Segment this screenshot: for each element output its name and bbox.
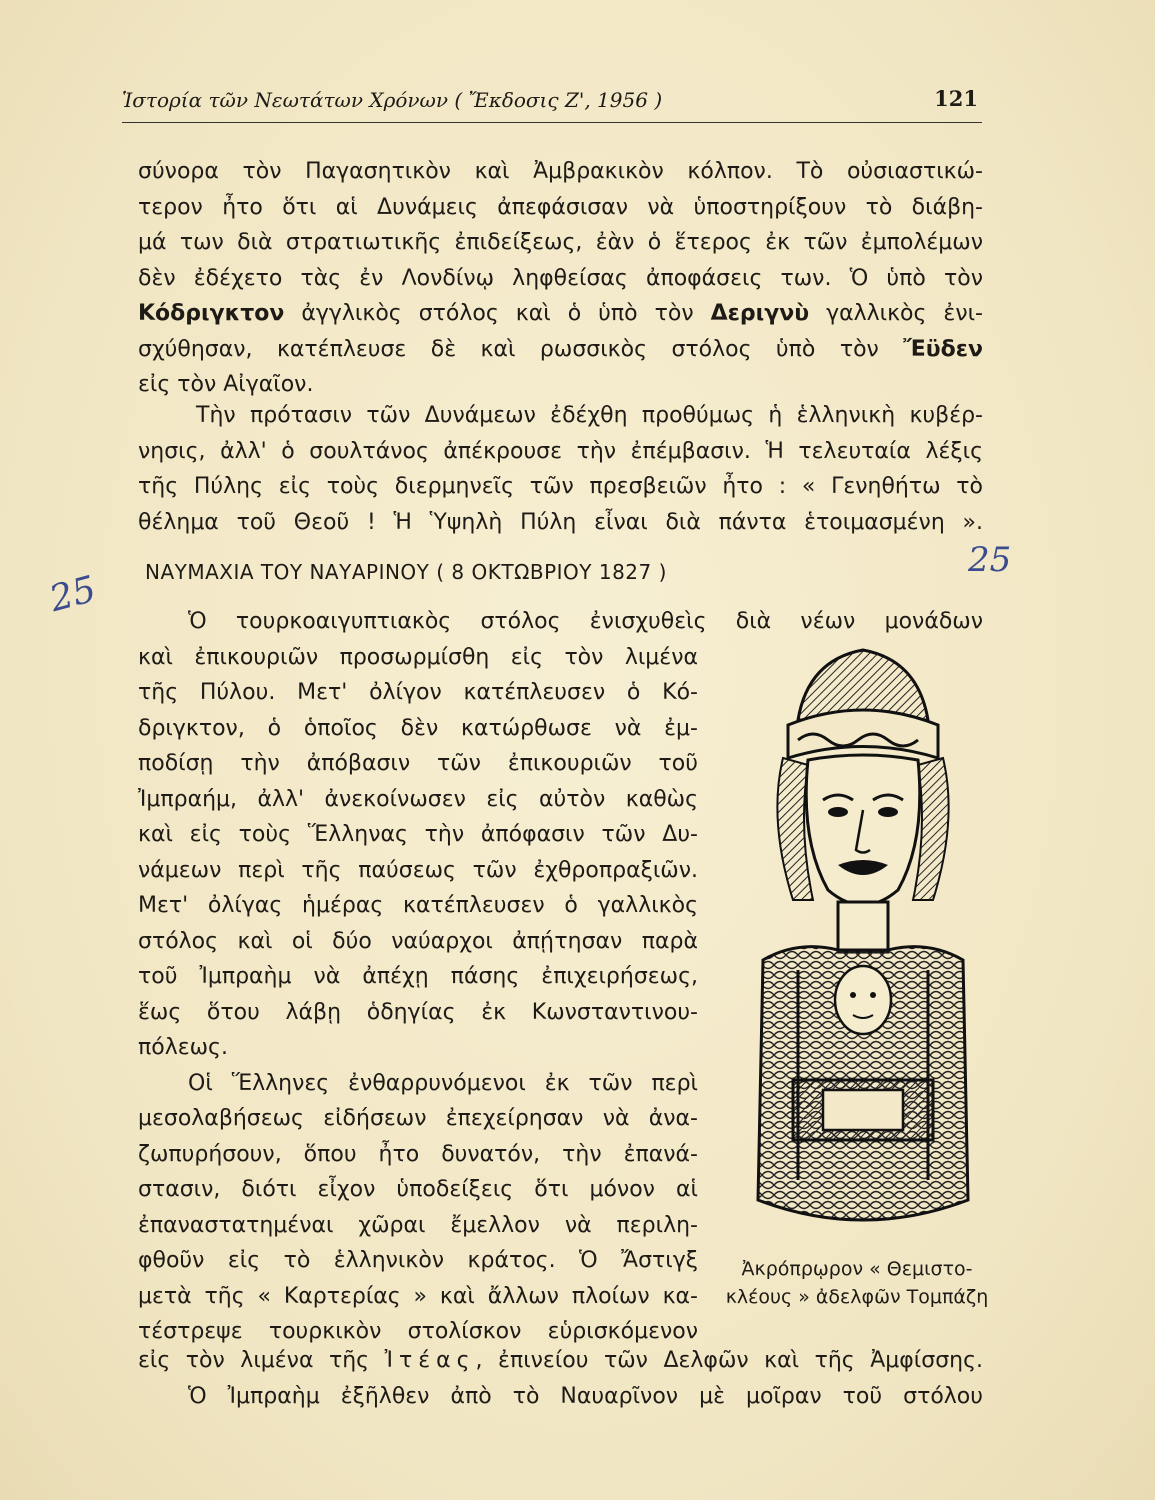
- name-heyden: Ἔϋδεν: [903, 336, 983, 362]
- text-fragment: εἰς τὸν λιμένα τῆς: [138, 1348, 385, 1373]
- text-line: δριγκτον, ὁ ὁποῖος δὲν κατώρθωσε νὰ ἐμ-: [138, 715, 698, 741]
- text-line: νάμεων περὶ τῆς παύσεως τῶν ἐχθροπραξιῶν.: [138, 857, 698, 883]
- text-line: τῆς Πύλης εἰς τοὺς διερμηνεῖς τῶν πρεσβειῶν ἦτο : « Γενηθήτω τὸ: [138, 474, 983, 499]
- margin-annotation-right: 25: [968, 540, 1012, 580]
- text-line: θέλημα τοῦ Θεοῦ ! Ἡ Ὑψηλὴ Πύλη εἶναι διὰ πάντα ἑτοιμασμένη ».: [138, 509, 983, 535]
- text-line: Ὁ τουρκοαιγυπτιακὸς στόλος ἐνισχυθεὶς διὰ νέων μονάδων: [188, 609, 983, 634]
- text-fragment: σχύθησαν, κατέπλευσε δὲ καὶ ρωσσικὸς στόλος ὑπὸ τὸν: [138, 336, 904, 362]
- text-line: στασιν, διότι εἶχον ὑποδείξεις ὅτι μόνον αἱ: [138, 1177, 698, 1202]
- text-line: δὲν ἐδέχετο τὰς ἐν Λονδίνῳ ληφθείσας ἀποφάσεις των. Ὁ ὑπὸ τὸν: [138, 265, 983, 291]
- text-line: τοῦ Ἰμπραὴμ νὰ ἀπέχῃ πάσης ἐπιχειρήσεως,: [138, 964, 698, 989]
- text-line: τῆς Πύλου. Μετ' ὀλίγον κατέπλευσεν ὁ Κό-: [138, 680, 698, 705]
- caption-line: Ἀκρόπρῳρον « Θεμιστο-: [741, 1258, 973, 1280]
- running-title: Ἱστορία τῶν Νεωτάτων Χρόνων ( Ἔκδοσις Ζ', 1956 ): [122, 88, 663, 112]
- text-line: σύνορα τὸν Παγασητικὸν καὶ Ἀμβρακικὸν κόλπον. Τὸ οὐσιαστικώ-: [138, 159, 983, 184]
- text-line: στόλος καὶ οἱ δύο ναύαρχοι ἀπῄτησαν παρὰ: [138, 928, 698, 954]
- text-line: [138, 1343, 983, 1379]
- text-line: ζωπυρήσουν, ὅπου ἦτο δυνατόν, τὴν ἐπανά-: [138, 1141, 698, 1167]
- text-line: ἕως ὅτου λάβῃ ὁδηγίας ἐκ Κωνσταντινου-: [138, 999, 698, 1025]
- text-line: νησις, ἀλλ' ὁ σουλτάνος ἀπέκρουσε τὴν ἐπέμβασιν. Ἡ τελευταία λέξις: [138, 438, 983, 464]
- text-line: Ἰμπραήμ, ἀλλ' ἀνεκοίνωσεν εἰς αὐτὸν καθὼς: [138, 786, 698, 812]
- text-line: πόλεως.: [138, 1035, 228, 1060]
- page-number: 121: [934, 86, 978, 111]
- name-codrington: Κόδριγκτον: [138, 301, 285, 326]
- paragraph-2: [138, 398, 983, 540]
- text-line: μά των διὰ στρατιωτικῆς ἐπιδείξεως, ἐὰν ὁ ἕτερος ἐκ τῶν ἐμπολέμων: [138, 230, 983, 255]
- text-line: φθοῦν εἰς τὸ ἑλληνικὸν κράτος. Ὁ Ἄστιγξ: [138, 1248, 698, 1273]
- caption-line: κλέους » ἀδελφῶν Τομπάζη: [725, 1286, 989, 1308]
- figure-caption: [712, 1255, 1002, 1311]
- text-fragment: ἀγγλικὸς στόλος καὶ ὁ ὑπὸ τὸν: [284, 301, 711, 326]
- text-line: μεσολαβήσεως εἰδήσεων ἐπεχείρησαν νὰ ἀνα-: [138, 1106, 698, 1131]
- text-line: τέστρεψε τουρκικὸν στολίσκον εὑρισκόμενον: [138, 1319, 698, 1344]
- running-head: [122, 82, 982, 123]
- text-line: Ὁ Ἰμπραὴμ ἐξῆλθεν ἀπὸ τὸ Ναυαρῖνον μὲ μοῖραν τοῦ στόλου: [188, 1383, 983, 1409]
- text-line: καὶ ἐπικουριῶν προσωρμίσθη εἰς τὸν λιμένα: [138, 644, 698, 670]
- paragraph-1: [138, 154, 983, 403]
- section-heading: ΝΑΥΜΑΧΙΑ ΤΟΥ ΝΑΥΑΡΙΝΟΥ ( 8 ΟΚΤΩΒΡΙΟΥ 1827 ): [145, 560, 667, 584]
- text-line: ποδίσῃ τὴν ἀπόβασιν τῶν ἐπικουριῶν τοῦ: [138, 751, 698, 776]
- figurehead-illustration: [738, 640, 988, 1250]
- text-line: μετὰ τῆς « Καρτερίας » καὶ ἄλλων πλοίων κα-: [138, 1283, 698, 1309]
- text-line: Τὴν πρότασιν τῶν Δυνάμεων ἐδέχθη προθύμως ἡ ἑλληνικὴ κυβέρ-: [196, 403, 983, 428]
- text-line: [138, 332, 983, 368]
- text-line: καὶ εἰς τοὺς Ἕλληνας τὴν ἀπόφασιν τῶν Δυ-: [138, 822, 698, 847]
- text-line: Μετ' ὀλίγας ἡμέρας κατέπλευσεν ὁ γαλλικὸς: [138, 893, 698, 918]
- text-line: τερον ἦτο ὅτι αἱ Δυνάμεις ἀπεφάσισαν νὰ ὑποστηρίξουν τὸ διάβη-: [138, 194, 983, 220]
- text-fragment: , ἐπινείου τῶν Δελφῶν καὶ τῆς Ἀμφίσσης.: [475, 1348, 983, 1373]
- text-line: ἐπαναστατημέναι χῶραι ἔμελλον νὰ περιλη-: [138, 1212, 698, 1238]
- paragraph-4-continued: [138, 1343, 983, 1414]
- name-derigny: Δεριγνὺ: [710, 301, 810, 326]
- text-fragment: γαλλικὸς ἐνι-: [809, 301, 983, 326]
- text-line: Οἱ Ἕλληνες ἐνθαρρυνόμενοι ἐκ τῶν περὶ: [188, 1070, 698, 1096]
- text-line: εἰς τὸν Αἰγαῖον.: [138, 372, 314, 397]
- margin-annotation-left: 25: [45, 568, 101, 621]
- place-itea: Ἰτέας: [384, 1348, 476, 1373]
- text-line: [138, 296, 983, 332]
